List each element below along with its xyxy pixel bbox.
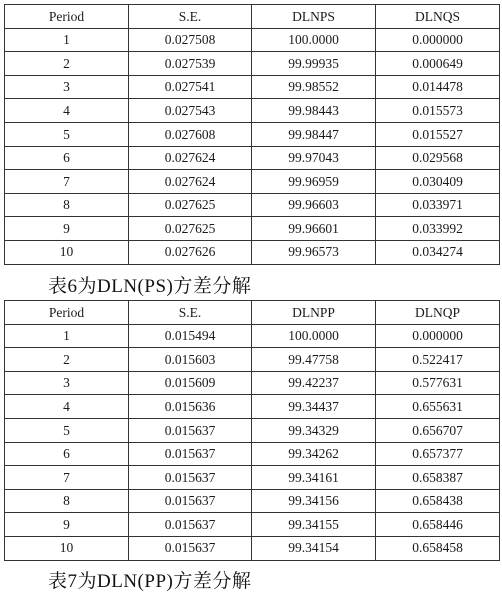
value-cell: 0.658387 [376, 466, 500, 490]
period-cell: 5 [5, 122, 129, 146]
period-cell: 10 [5, 536, 129, 560]
se-cell: 0.027624 [129, 146, 252, 170]
value-cell: 0.029568 [376, 146, 500, 170]
se-cell: 0.015637 [129, 466, 252, 490]
se-cell: 0.015494 [129, 324, 252, 348]
period-cell: 9 [5, 513, 129, 537]
table-row [5, 348, 500, 372]
value-cell: 0.658438 [376, 489, 500, 513]
period-cell: 2 [5, 348, 129, 372]
table-row [5, 240, 500, 264]
header-period: Period [5, 5, 129, 29]
value-cell: 99.34156 [252, 489, 376, 513]
se-cell: 0.027625 [129, 193, 252, 217]
se-cell: 0.015637 [129, 442, 252, 466]
value-cell: 100.0000 [252, 324, 376, 348]
value-cell: 99.34161 [252, 466, 376, 490]
se-cell: 0.027543 [129, 99, 252, 123]
se-cell: 0.027608 [129, 122, 252, 146]
table-row [5, 418, 500, 442]
value-cell: 99.34329 [252, 418, 376, 442]
table-row [5, 466, 500, 490]
value-cell: 0.657377 [376, 442, 500, 466]
header-dlnqp: DLNQP [376, 301, 500, 325]
value-cell: 0.015573 [376, 99, 500, 123]
value-cell: 99.98447 [252, 122, 376, 146]
table-row [5, 122, 500, 146]
value-cell: 99.96959 [252, 170, 376, 194]
se-cell: 0.027541 [129, 75, 252, 99]
table-header-row [5, 301, 500, 325]
value-cell: 99.34437 [252, 395, 376, 419]
se-cell: 0.027624 [129, 170, 252, 194]
period-cell: 3 [5, 371, 129, 395]
period-cell: 5 [5, 418, 129, 442]
table-row [5, 217, 500, 241]
value-cell: 99.99935 [252, 52, 376, 76]
period-cell: 4 [5, 99, 129, 123]
se-cell: 0.015609 [129, 371, 252, 395]
table-row [5, 75, 500, 99]
table-row [5, 324, 500, 348]
se-cell: 0.015636 [129, 395, 252, 419]
variance-decomposition-table-ps [4, 4, 500, 265]
value-cell: 99.34154 [252, 536, 376, 560]
period-cell: 1 [5, 324, 129, 348]
table-row [5, 536, 500, 560]
value-cell: 0.033971 [376, 193, 500, 217]
se-cell: 0.015637 [129, 513, 252, 537]
table-caption-7: 表7为DLN(PP)方差分解 [48, 571, 252, 592]
value-cell: 99.97043 [252, 146, 376, 170]
value-cell: 0.656707 [376, 418, 500, 442]
value-cell: 99.96603 [252, 193, 376, 217]
header-dlnpp: DLNPP [252, 301, 376, 325]
table-row [5, 28, 500, 52]
se-cell: 0.027508 [129, 28, 252, 52]
value-cell: 0.034274 [376, 240, 500, 264]
value-cell: 99.98552 [252, 75, 376, 99]
se-cell: 0.015637 [129, 536, 252, 560]
table-row [5, 193, 500, 217]
period-cell: 10 [5, 240, 129, 264]
period-cell: 6 [5, 442, 129, 466]
table-row [5, 146, 500, 170]
header-se: S.E. [129, 301, 252, 325]
table-row [5, 52, 500, 76]
value-cell: 99.42237 [252, 371, 376, 395]
table-row [5, 395, 500, 419]
header-dlnps: DLNPS [252, 5, 376, 29]
value-cell: 0.000000 [376, 28, 500, 52]
period-cell: 8 [5, 489, 129, 513]
period-cell: 8 [5, 193, 129, 217]
value-cell: 0.658458 [376, 536, 500, 560]
value-cell: 0.577631 [376, 371, 500, 395]
value-cell: 0.655631 [376, 395, 500, 419]
se-cell: 0.015603 [129, 348, 252, 372]
value-cell: 100.0000 [252, 28, 376, 52]
value-cell: 99.96601 [252, 217, 376, 241]
value-cell: 0.522417 [376, 348, 500, 372]
table-row [5, 371, 500, 395]
value-cell: 0.014478 [376, 75, 500, 99]
table-row [5, 489, 500, 513]
value-cell: 99.98443 [252, 99, 376, 123]
period-cell: 3 [5, 75, 129, 99]
value-cell: 0.000649 [376, 52, 500, 76]
variance-decomposition-table-pp [4, 300, 500, 561]
table-row [5, 99, 500, 123]
table-row [5, 170, 500, 194]
se-cell: 0.015637 [129, 489, 252, 513]
value-cell: 0.000000 [376, 324, 500, 348]
se-cell: 0.027625 [129, 217, 252, 241]
se-cell: 0.015637 [129, 418, 252, 442]
period-cell: 4 [5, 395, 129, 419]
table-header-row [5, 5, 500, 29]
period-cell: 7 [5, 466, 129, 490]
period-cell: 1 [5, 28, 129, 52]
value-cell: 0.658446 [376, 513, 500, 537]
period-cell: 2 [5, 52, 129, 76]
period-cell: 9 [5, 217, 129, 241]
value-cell: 0.033992 [376, 217, 500, 241]
table-row [5, 442, 500, 466]
header-dlnqs: DLNQS [376, 5, 500, 29]
value-cell: 99.34262 [252, 442, 376, 466]
period-cell: 6 [5, 146, 129, 170]
table-caption-6: 表6为DLN(PS)方差分解 [48, 276, 252, 297]
value-cell: 0.015527 [376, 122, 500, 146]
se-cell: 0.027539 [129, 52, 252, 76]
value-cell: 99.47758 [252, 348, 376, 372]
value-cell: 0.030409 [376, 170, 500, 194]
value-cell: 99.34155 [252, 513, 376, 537]
header-se: S.E. [129, 5, 252, 29]
header-period: Period [5, 301, 129, 325]
se-cell: 0.027626 [129, 240, 252, 264]
value-cell: 99.96573 [252, 240, 376, 264]
period-cell: 7 [5, 170, 129, 194]
table-row [5, 513, 500, 537]
